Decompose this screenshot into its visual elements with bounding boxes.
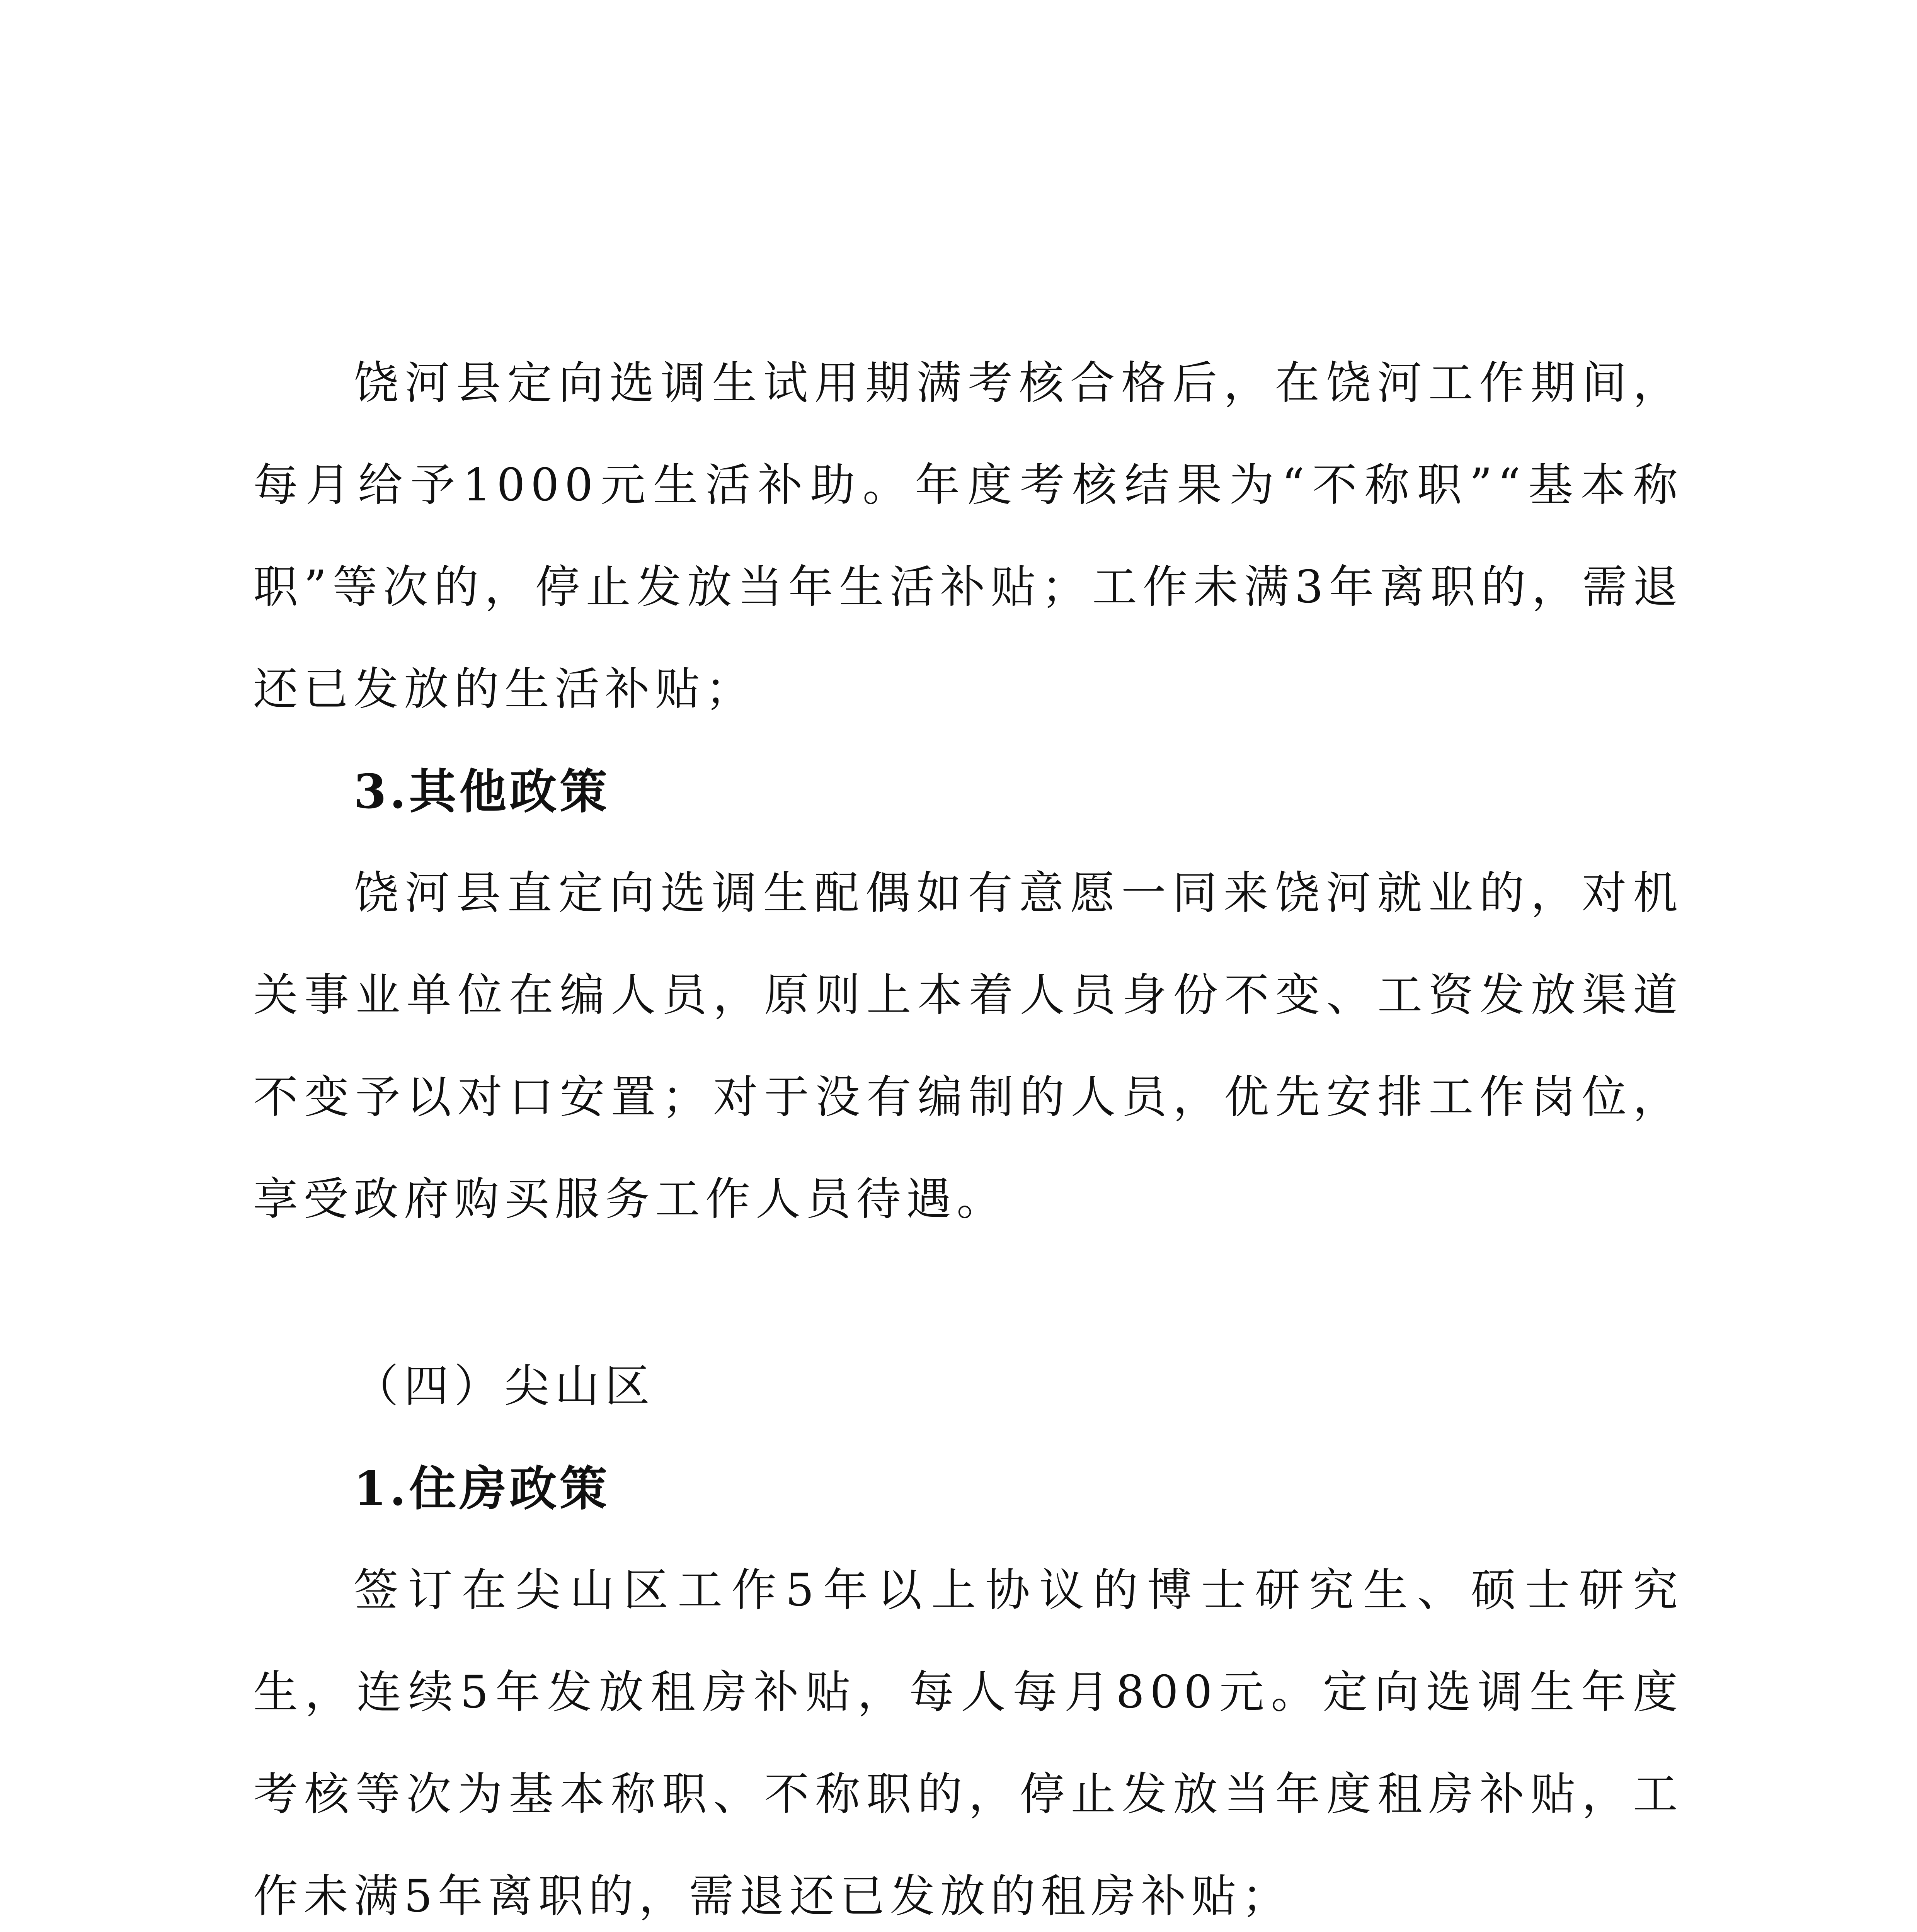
document-body [253, 332, 1683, 1932]
paragraph-living-subsidy: 饶河县定向选调生试用期满考核合格后，在饶河工作期间，每月给予1000元生活补助。年度考核结果为“不称职”“基本称职”等次的，停止发放当年生活补贴；工作未满3年离职的，需退还已发放的生活补贴； [253, 357, 1683, 715]
paragraph-spouse-placement: 饶河县直定向选调生配偶如有意愿一同来饶河就业的，对机关事业单位在编人员，原则上本着人员身份不变、工资发放渠道不变予以对口安置；对于没有编制的人员，优先安排工作岗位，享受政府购买服务工作人员待遇。 [253, 867, 1683, 1225]
section-title-jianshan: （四）尖山区 [354, 1360, 655, 1412]
heading-housing-policy: 1.住房政策 [354, 1461, 610, 1516]
paragraph-rent-subsidy: 签订在尖山区工作5年以上协议的博士研究生、硕士研究生，连续5年发放租房补贴，每人每月800元。定向选调生年度考核等次为基本称职、不称职的，停止发放当年度租房补贴，工作未满5年离职的，需退还已发放的租房补贴； [253, 1564, 1683, 1922]
heading-other-policies: 3.其他政策 [354, 764, 610, 819]
section-spacer [253, 1250, 1683, 1335]
